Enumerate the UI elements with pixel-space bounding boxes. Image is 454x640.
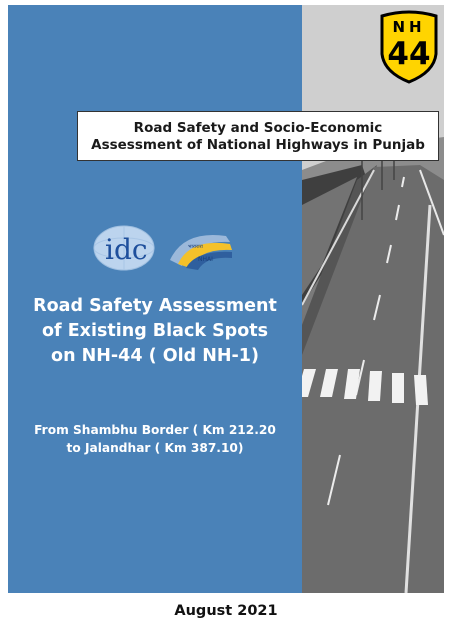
- svg-text:भारा‍रा‍रा: भारा‍रा‍रा: [188, 244, 203, 250]
- report-subtitle-line-1: From Shambhu Border ( Km 212.20: [34, 423, 276, 437]
- shield-label: NH: [392, 18, 426, 36]
- report-title-line-1: Road Safety Assessment: [33, 296, 277, 316]
- shield-number: 44: [387, 36, 431, 72]
- page-right-margin: [444, 0, 454, 640]
- logos-row: [92, 222, 242, 274]
- report-subtitle-line-2: to Jalandhar ( Km 387.10): [66, 441, 244, 455]
- nhai-logo-text: NHAI: [198, 256, 213, 263]
- cover-footer: [8, 593, 444, 633]
- series-title-line-1: Road Safety and Socio-Economic: [133, 120, 383, 136]
- idc-logo-text: idc: [105, 233, 148, 266]
- report-series-title-box: [77, 111, 439, 161]
- report-title: [8, 294, 302, 369]
- nhai-logo: [170, 235, 232, 270]
- report-subtitle: [8, 421, 302, 457]
- nh-44-shield: [378, 10, 440, 84]
- report-title-line-3: on NH-44 ( Old NH-1): [51, 346, 259, 366]
- highway-photo: [302, 5, 444, 593]
- report-title-line-2: of Existing Black Spots: [41, 321, 268, 341]
- report-date: August 2021: [174, 603, 278, 619]
- series-title-line-2: Assessment of National Highways in Punjab: [91, 137, 425, 153]
